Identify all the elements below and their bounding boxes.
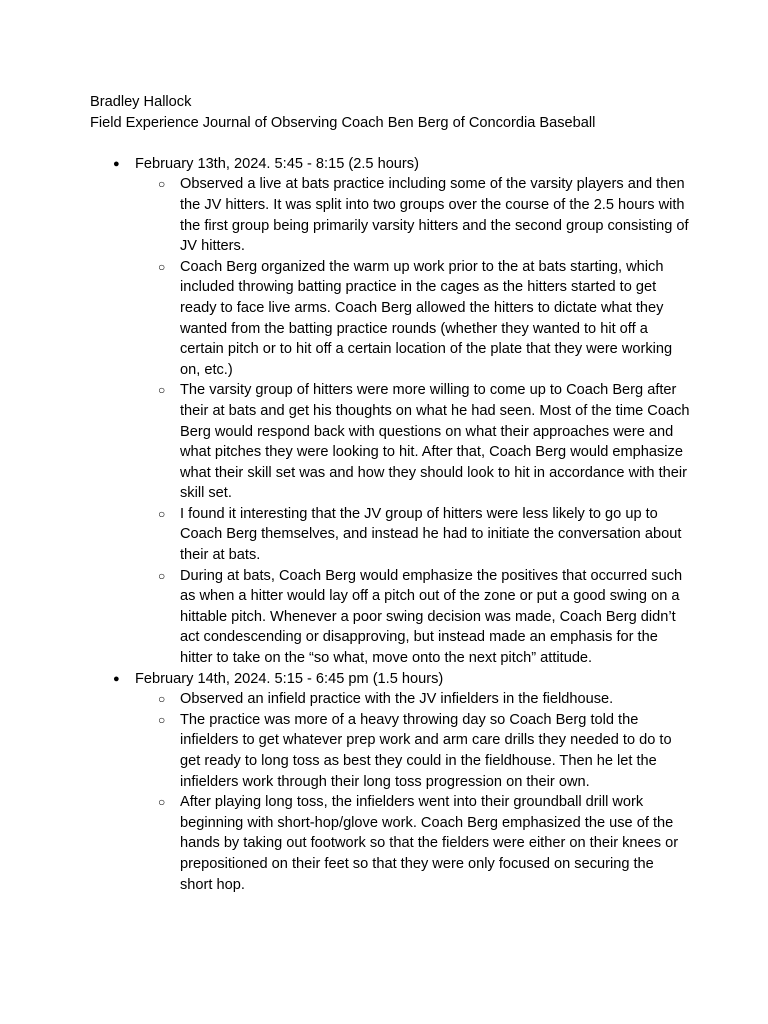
entry-note — [135, 257, 690, 381]
note-text: Observed an infield practice with the JV infielders in the fieldhouse. — [180, 691, 614, 708]
entry-note — [135, 689, 690, 710]
hollow-circle-bullet-icon: ○ — [158, 506, 166, 521]
note-text: The varsity group of hitters were more willing to come up to Coach Berg after their at bats and get his thoughts on what he had seen. Most of the time Coach Berg would respond back with questions on what their approaches were and what pitches they were looking to hit. After that, Coach Berg would emphasize what their skill set was and how they should look to hit in accordance with their skill set. — [180, 382, 690, 502]
entry-heading: February 14th, 2024. 5:15 - 6:45 pm (1.5 hours) — [135, 670, 444, 687]
filled-circle-bullet-icon: ● — [113, 157, 120, 170]
hollow-circle-bullet-icon: ○ — [158, 177, 166, 192]
entry-note — [135, 792, 690, 895]
hollow-circle-bullet-icon: ○ — [158, 383, 166, 398]
journal-page — [90, 92, 690, 895]
hollow-circle-bullet-icon: ○ — [158, 795, 166, 810]
entry-note — [135, 380, 690, 504]
entry-note — [135, 710, 690, 792]
entry-notes — [135, 689, 690, 895]
journal-title: Field Experience Journal of Observing Coach Ben Berg of Concordia Baseball — [90, 114, 596, 131]
note-text: During at bats, Coach Berg would emphasize the positives that occurred such as when a hitter would lay off a pitch out of the zone or put a good swing on a hittable pitch. Whenever a poor swing decision was made, Coach Berg didn’t act condescending or disapproving, but instead made an emphasis for the hitter to take on the “so what, move onto the next pitch” attitude. — [180, 567, 683, 667]
entry-note — [135, 566, 690, 669]
entry-note — [135, 504, 690, 566]
hollow-circle-bullet-icon: ○ — [158, 259, 166, 274]
note-text: The practice was more of a heavy throwing day so Coach Berg told the infielders to get whatever prep work and arm care drills they needed to do to get ready to long toss as best they could in the fieldhouse. Then he let the infielders work through their long toss progression on their own. — [180, 711, 672, 790]
note-text: Coach Berg organized the warm up work prior to the at bats starting, which included throwing batting practice in the cages as the hitters started to get ready to face live arms. Coach Berg allowed the hitters to dictate what they wanted from the batting practice rounds (whether they wanted to hit off a certain pitch or to hit off a certain location of the plate that they were working on, etc.) — [180, 258, 673, 378]
hollow-circle-bullet-icon: ○ — [158, 692, 166, 707]
filled-circle-bullet-icon: ● — [113, 672, 120, 685]
note-text: I found it interesting that the JV group of hitters were less likely to go up to Coach Berg themselves, and instead he had to initiate the conversation about their at bats. — [180, 505, 682, 564]
journal-entry — [90, 669, 690, 896]
blank-line — [90, 133, 690, 154]
entry-notes — [135, 174, 690, 668]
author-name: Bradley Hallock — [90, 94, 192, 110]
journal-entries — [90, 154, 690, 895]
entry-heading: February 13th, 2024. 5:45 - 8:15 (2.5 hours) — [135, 155, 419, 172]
note-text: After playing long toss, the infielders went into their groundball drill work beginning with short-hop/glove work. Coach Berg emphasized the use of the hands by taking out footwork so that the fielders were either on their knees or prepositioned on their feet so that they were only focused on securing the short hop. — [180, 794, 679, 893]
entry-note — [135, 174, 690, 256]
note-text: Observed a live at bats practice including some of the varsity players and then the JV hitters. It was split into two groups over the course of the 2.5 hours with the first group being primarily varsity hitters and the second group consisting of JV hitters. — [180, 176, 689, 255]
journal-entry — [90, 154, 690, 669]
hollow-circle-bullet-icon: ○ — [158, 712, 166, 727]
hollow-circle-bullet-icon: ○ — [158, 568, 166, 583]
